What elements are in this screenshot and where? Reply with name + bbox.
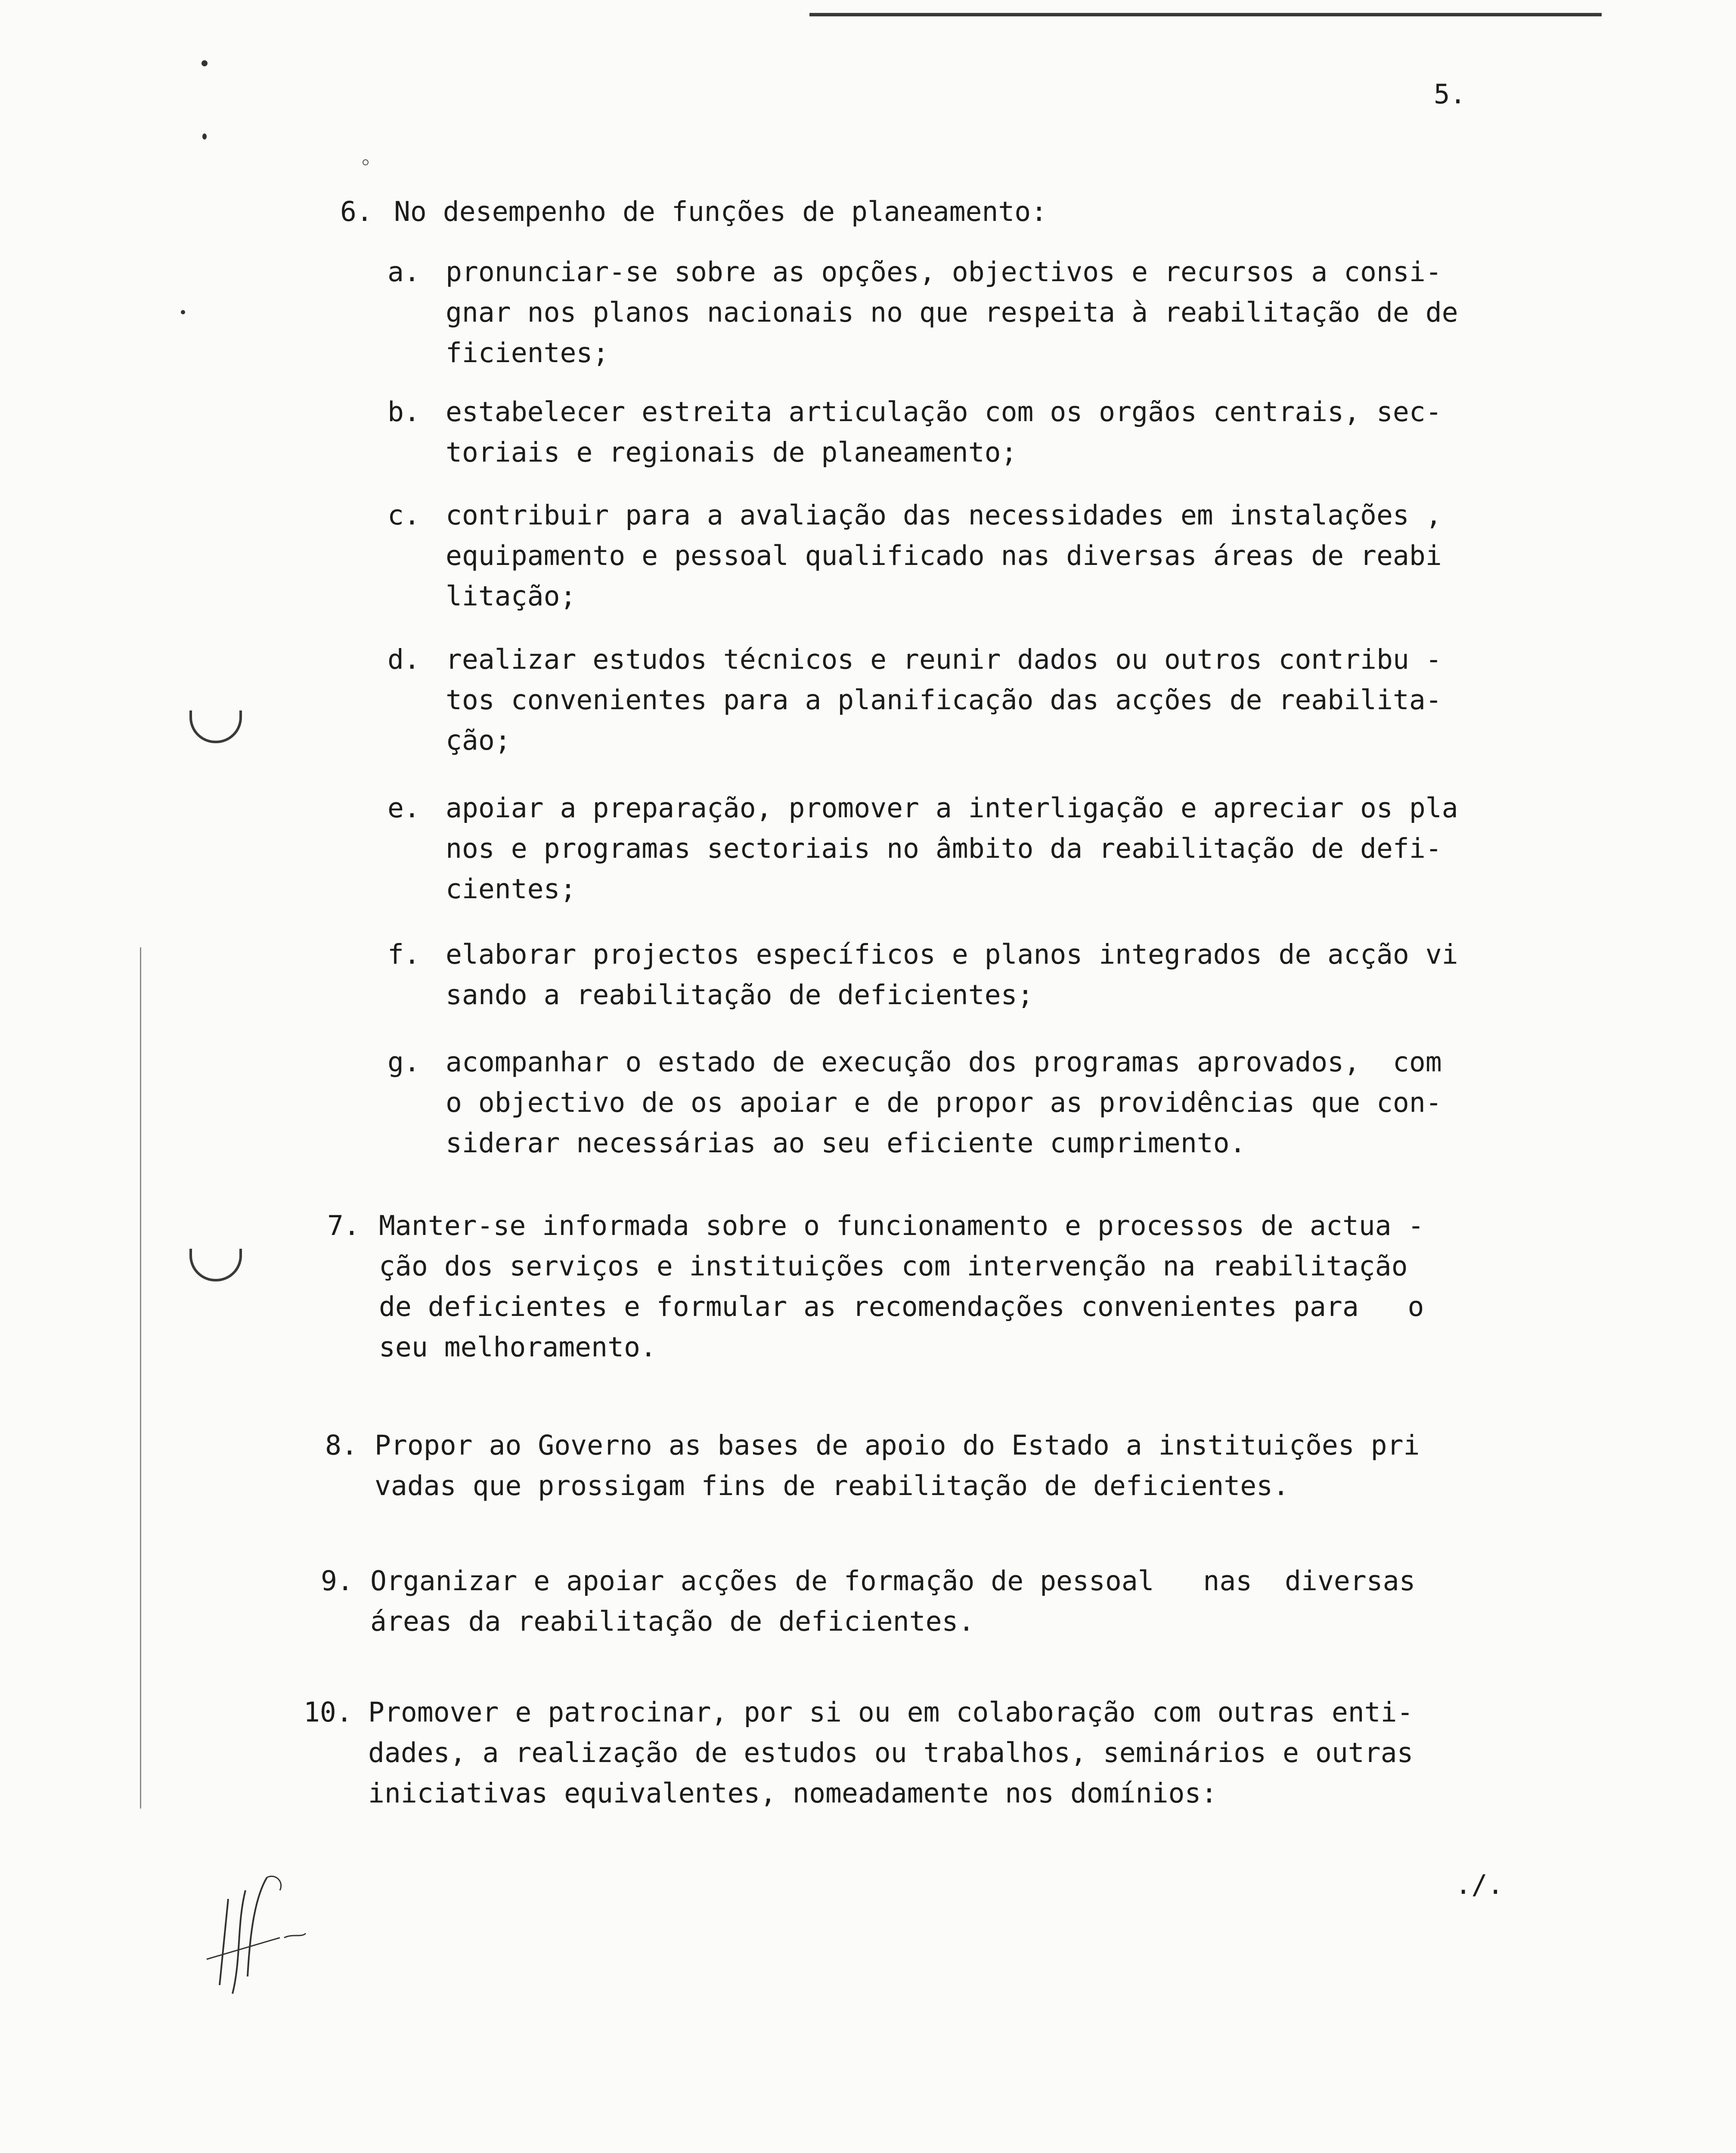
text-line: toriais e regionais de planeamento; <box>446 437 1017 468</box>
text-line: vadas que prossigam fins de reabilitação de deficientes. <box>375 1470 1290 1502</box>
item-number: 6. <box>340 196 373 227</box>
item-9 <box>370 1561 1415 1642</box>
subitem-c <box>446 495 1442 617</box>
text-line: seu melhoramento. <box>379 1331 657 1363</box>
text-line: No desempenho de funções de planeamento: <box>394 196 1048 227</box>
text-line: litação; <box>446 580 577 612</box>
text-line: Promover e patrocinar, por si ou em colaboração com outras enti- <box>368 1697 1414 1728</box>
punch-hole-mark <box>189 710 242 743</box>
top-rule <box>809 13 1602 16</box>
item-8 <box>375 1425 1420 1506</box>
text-line: áreas da reabilitação de deficientes. <box>370 1606 975 1637</box>
text-line: Manter-se informada sobre o funcionamento e processos de actua - <box>379 1210 1424 1241</box>
item-6-heading <box>394 192 1047 232</box>
item-number: 10. <box>304 1697 353 1728</box>
text-line: ficientes; <box>446 337 609 369</box>
text-line: gnar nos planos nacionais no que respeita à reabilitação de de <box>446 297 1458 328</box>
subitem-letter: c. <box>388 499 420 531</box>
subitem-letter: f. <box>388 939 420 970</box>
margin-speck <box>202 60 208 66</box>
subitem-d <box>446 639 1442 761</box>
subitem-letter: g. <box>388 1046 420 1078</box>
text-line: o objectivo de os apoiar e de propor as providências que con- <box>446 1087 1442 1118</box>
text-line: contribuir para a avaliação das necessidades em instalações , <box>446 499 1442 531</box>
text-line: ção; <box>446 725 511 756</box>
subitem-letter: e. <box>388 792 420 824</box>
text-line: equipamento e pessoal qualificado nas diversas áreas de reabi <box>446 540 1442 571</box>
item-10 <box>368 1692 1413 1814</box>
subitem-letter: a. <box>388 256 420 288</box>
text-line: siderar necessárias ao seu eficiente cumprimento. <box>446 1127 1246 1159</box>
page-number: 5. <box>1434 78 1466 110</box>
text-line: Propor ao Governo as bases de apoio do Estado a instituições pri <box>375 1430 1420 1461</box>
subitem-letter: d. <box>388 644 420 675</box>
subitem-a <box>446 252 1458 373</box>
item-number: 8. <box>325 1430 358 1461</box>
margin-line <box>140 947 141 1809</box>
subitem-letter: b. <box>388 396 420 428</box>
text-line: elaborar projectos específicos e planos integrados de acção vi <box>446 939 1458 970</box>
text-line: de deficientes e formular as recomendações convenientes para o <box>379 1291 1424 1322</box>
punch-hole-mark <box>189 1249 242 1281</box>
text-line: sando a reabilitação de deficientes; <box>446 979 1034 1011</box>
continuation-mark: ./. <box>1455 1869 1504 1900</box>
margin-speck <box>181 310 185 314</box>
subitem-b <box>446 392 1442 473</box>
text-line: realizar estudos técnicos e reunir dados ou outros contribu - <box>446 644 1442 675</box>
text-line: ção dos serviços e instituições com intervenção na reabilitação <box>379 1250 1408 1282</box>
subitem-f <box>446 934 1458 1015</box>
handwritten-initials <box>202 1873 323 2002</box>
text-line: Organizar e apoiar acções de formação de pessoal nas diversas <box>370 1565 1416 1597</box>
text-line: dades, a realização de estudos ou trabalhos, seminários e outras <box>368 1737 1414 1768</box>
margin-speck <box>363 159 369 165</box>
text-line: acompanhar o estado de execução dos programas aprovados, com <box>446 1046 1442 1078</box>
item-number: 7. <box>327 1210 360 1241</box>
text-line: iniciativas equivalentes, nomeadamente nos domínios: <box>368 1778 1218 1809</box>
subitem-e <box>446 788 1458 909</box>
text-line: nos e programas sectoriais no âmbito da reabilitação de defi- <box>446 833 1442 864</box>
text-line: cientes; <box>446 873 577 905</box>
item-7 <box>379 1206 1424 1368</box>
margin-speck <box>202 133 207 140</box>
subitem-g <box>446 1042 1442 1163</box>
text-line: pronunciar-se sobre as opções, objectivos e recursos a consi- <box>446 256 1442 288</box>
item-number: 9. <box>321 1565 353 1597</box>
text-line: tos convenientes para a planificação das acções de reabilita- <box>446 684 1442 716</box>
text-line: apoiar a preparação, promover a interligação e apreciar os pla <box>446 792 1458 824</box>
text-line: estabelecer estreita articulação com os orgãos centrais, sec- <box>446 396 1442 428</box>
